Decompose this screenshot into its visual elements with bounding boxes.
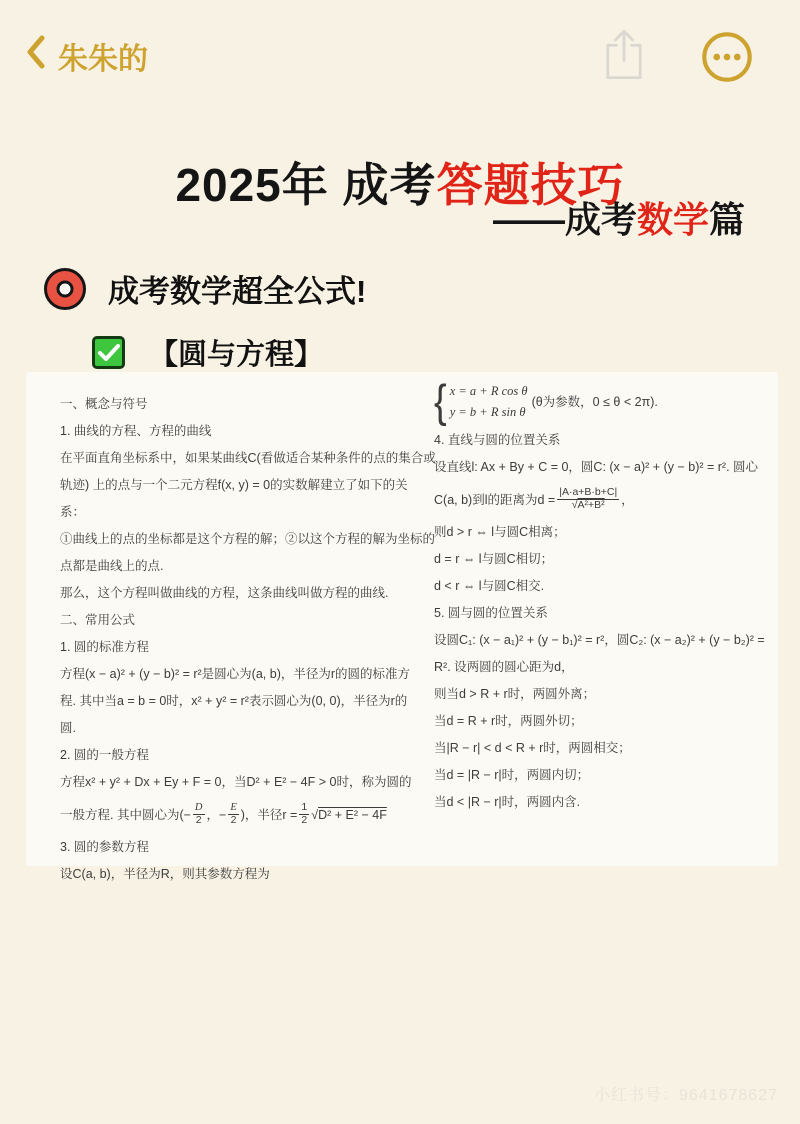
back-chevron-icon xyxy=(26,35,46,77)
formula-line: 当|R − r| < d < R + r时，两圆相交； xyxy=(434,741,631,755)
fraction: $\frac{1}{2}$ xyxy=(301,800,308,826)
formula-line: 方程(x − a)² + (y − b)² = r²是圆心为(a, b)，半径为r的圆的标准方 xyxy=(60,667,411,681)
subtitle-black2: 篇 xyxy=(708,199,745,240)
sqrt-radical: √ xyxy=(311,807,319,822)
formula-line: 则当d > R + r时，两圆外离； xyxy=(434,687,596,701)
subtitle-red: 数学 xyxy=(636,199,709,240)
left-brace: { xyxy=(434,376,447,427)
formula-line: 当d = |R − r|时，两圆内切； xyxy=(434,768,590,782)
formula-line: 当d < |R − r|时，两圆内含. xyxy=(434,795,581,809)
text-line: 轨迹) 上的点与一个二元方程f(x, y) = 0的实数解建立了如下的关 xyxy=(60,478,408,492)
share-button[interactable] xyxy=(600,28,648,85)
formula-text: ，− xyxy=(206,807,227,822)
sqrt-expression: D² + E² − 4F xyxy=(318,807,387,822)
section-heading-row xyxy=(44,266,366,311)
formula-line: d < r ⇔ l与圆C相交. xyxy=(434,579,545,593)
system-row: y = b + R sin θ xyxy=(449,405,526,419)
title-red-part: 答题技巧 xyxy=(436,158,625,211)
text-line: 在平面直角坐标系中，如果某曲线C(看做适合某种条件的点的集合或 xyxy=(60,451,436,465)
sqrt-radical: √ xyxy=(571,498,578,511)
checklist-row xyxy=(92,332,323,373)
formula-line: 则d > r ⇔ l与圆C相离； xyxy=(434,525,566,539)
text-line: 1. 曲线的方程、方程的曲线 xyxy=(60,424,212,438)
subtitle-black1: ——成考 xyxy=(492,199,637,240)
more-button[interactable] xyxy=(700,30,754,87)
general-equation-line xyxy=(60,796,412,834)
text-line: 设C(a, b)，半径为R，则其参数方程为 xyxy=(60,867,270,881)
watermark: 小红书号：9641678627 xyxy=(594,1087,778,1104)
title-black-part: 2025年 成考 xyxy=(175,158,437,211)
text-line: 4. 直线与圆的位置关系 xyxy=(434,433,561,447)
formula-text: ， xyxy=(621,492,634,507)
system-rows xyxy=(450,381,528,423)
text-line: 二、常用公式 xyxy=(60,613,136,627)
navbar xyxy=(0,0,800,100)
formula-text: C(a, b)到l的距离为d = xyxy=(434,492,556,507)
text-line: 5. 圆与圆的位置关系 xyxy=(434,606,548,620)
formula-line: d = r ⇔ l与圆C相切； xyxy=(434,552,554,566)
green-checkbox-icon xyxy=(92,336,125,369)
text-line: ①曲线上的点的坐标都是这个方程的解；②以这个方程的解为坐标的 xyxy=(60,532,436,546)
text-line: 系： xyxy=(60,505,86,519)
distance-formula-line xyxy=(434,481,794,519)
formula-line: 程. 其中当a = b = 0时，x² + y² = r²表示圆心为(0, 0)，半径为r的 xyxy=(60,694,408,708)
formula-text: )，半径r = xyxy=(240,807,298,822)
text-line: 1. 圆的标准方程 xyxy=(60,640,149,654)
text-line: 一、概念与符号 xyxy=(60,397,148,411)
share-icon xyxy=(600,70,648,85)
red-circle-bullet-icon xyxy=(44,268,86,310)
back-label: 朱朱的 xyxy=(58,43,148,76)
text-line: 圆. xyxy=(60,721,76,735)
formula-line: 当d = R + r时，两圆外切； xyxy=(434,714,583,728)
right-column xyxy=(434,377,794,816)
fraction: $\frac{D}{2}$ xyxy=(194,801,203,826)
text-line: 3. 圆的参数方程 xyxy=(60,840,149,854)
fraction: $\frac{|A\cdot a+B\cdot b+C|}{\text{√A²+B²}}$ xyxy=(559,485,618,511)
system-row: x = a + R cos θ xyxy=(449,384,528,398)
formula-line: 设圆C₁: (x − a₁)² + (y − b₁)² = r²，圆C₂: (x − a₂)² + (y − b₂)² = xyxy=(434,633,765,647)
section-subheading: 【圆与方程】 xyxy=(149,339,324,371)
parametric-system-line xyxy=(434,377,794,427)
formula-text: 一般方程. 其中圆心为(− xyxy=(60,807,191,822)
text-line: 2. 圆的一般方程 xyxy=(60,748,149,762)
text-line: 那么，这个方程叫做曲线的方程，这条曲线叫做方程的曲线. xyxy=(60,586,389,600)
back-button[interactable] xyxy=(26,34,148,78)
formula-line: R². 设两圆的圆心距为d， xyxy=(434,660,574,674)
sqrt-expression: A²+B² xyxy=(577,498,605,511)
text-line: 点都是曲线上的点. xyxy=(60,559,164,573)
formula-line: 方程x² + y² + Dx + Ey + F = 0，当D² + E² − 4F > 0时，称为圆的 xyxy=(60,775,412,789)
note-subtitle xyxy=(493,192,745,243)
fraction-denominator xyxy=(557,500,619,512)
section-heading: 成考数学超全公式! xyxy=(108,274,367,309)
fraction: $\frac{E}{2}$ xyxy=(230,801,237,826)
ellipsis-circle-icon xyxy=(700,72,754,87)
system-note: (θ为参数，0 ≤ θ < 2π). xyxy=(531,394,658,409)
formula-line: 设直线l: Ax + By + C = 0，圆C: (x − a)² + (y − b)² = r². 圆心 xyxy=(434,460,759,474)
left-column xyxy=(60,391,436,888)
